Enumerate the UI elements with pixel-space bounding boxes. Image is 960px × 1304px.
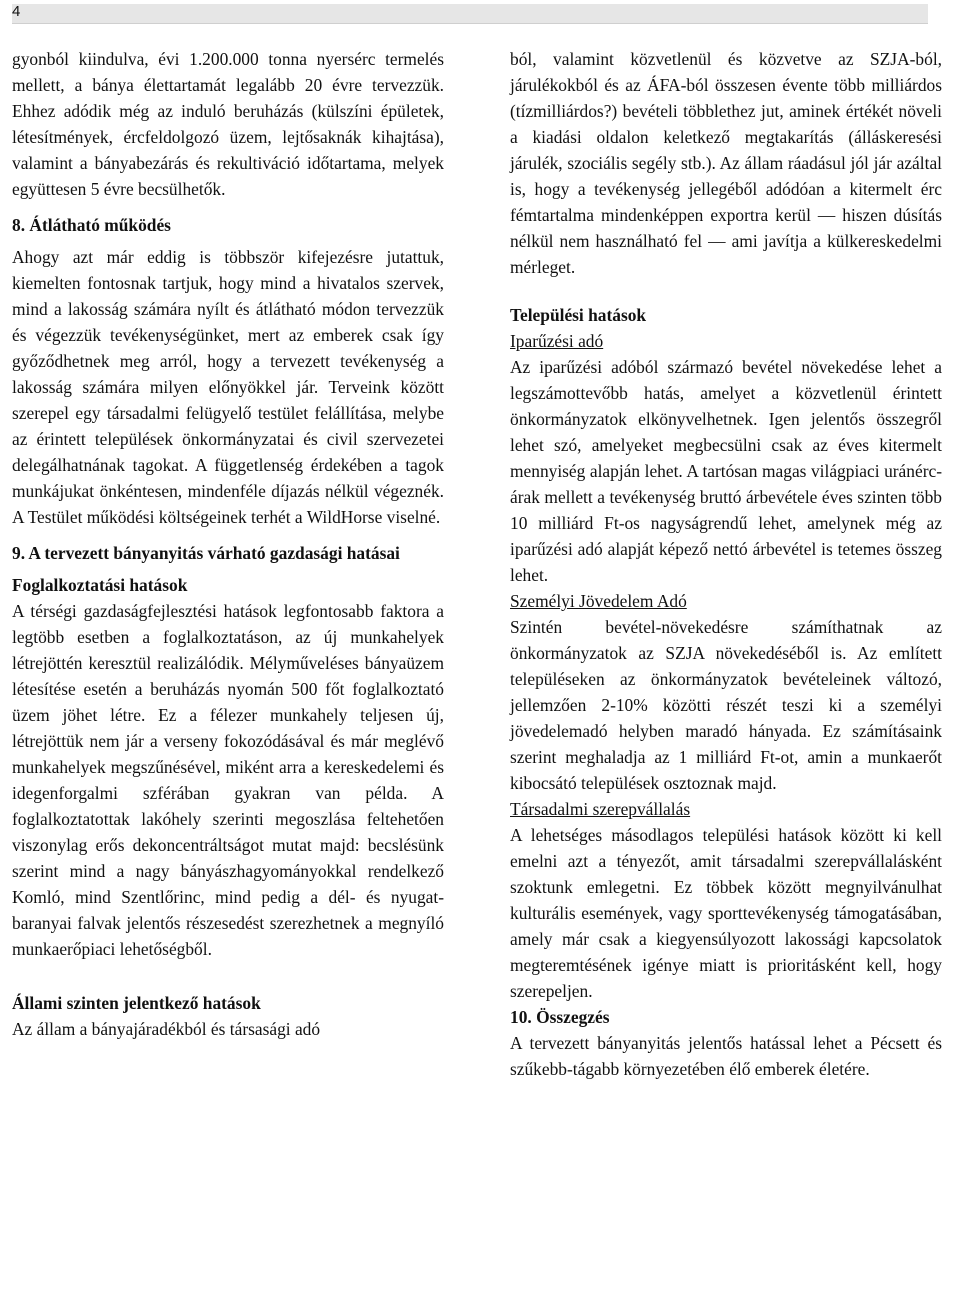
section-10-paragraph: A tervezett bányanyitás jelentős hatással lehet a Pécsett és szűkebb-tágabb környezetében élő emberek életére. [510, 1033, 942, 1079]
state-level-paragraph-continued: ból, valamint közvetlenül és közvetve az SZJA-ból, járulékokból és az ÁFA-ból összesen évente több milliárdos (tízmilliárdos?) bevételi többlethez jut, aminek értékét növeli a kiadási oldalon keletkező megtakarítás (álláskeresési járulék, szociális segély stb.). Az állam ráadásul jól jár azáltal is, hogy a tevékenység jellegéből adódóan a kitermelt érc fémtartalma mindenképpen exportra kerül — hiszen dúsítás nélkül nem használható fel — ami javítja a külkereskedelmi mérleget. [510, 49, 942, 277]
income-tax-paragraph: Szintén bevétel-növekedésre számíthatnak az önkormányzatok az SZJA növekedéséből is. Az említett településeken az önkormányzatok bevételeinek változó, jellemzően 2-10% közötti részét teszi ki a személyi jövedelemadó helyben maradó hányada. Ez számításaink szerint meghaladja az 1 milliárd Ft-ot, amin a munkaerőt kibocsátó települések osztoznak majd. [510, 617, 942, 793]
intro-paragraph: gyonból kiindulva, évi 1.200.000 tonna nyersérc termelés mellett, a bánya élettartamát legalább 20 évre tervezzük. Ehhez adódik még az induló beruházás (külszíni épületek, létesítmények, ércfeldolgozó üzem, lejtősaknák kihajtása), valamint a bányabezárás és rekultiváció időtartama, melyek együttesen 5 évre becsülhetők. [12, 49, 444, 199]
business-tax-subheading: Iparűzési adó [510, 331, 604, 351]
state-level-paragraph-start: Az állam a bányajáradékból és társasági adó [12, 1019, 321, 1039]
section-10-heading: 10. Összegzés [510, 1007, 610, 1027]
employment-paragraph: A térségi gazdaságfejlesztési hatások legfontosabb faktora a legtöbb esetben a foglalkoztatáson, az új munkahelyek létrejöttén keresztül realizálódik. Mélyműveléses bányaüzem létesítése esetén a beruházás nyomán 500 főt foglalkoztató üzem jöhet létre. Ez a félezer munkahely teljesen új, létrejöttük nem jár a verseny fokozódásával és már meglévő munkahelyek megszűnésével, miként arra a kereskedelemi és idegenforgalmi szférában gyakran van példa. A foglalkoztatottak lakóhely szerinti megoszlása feltehetően viszonylag erős dekoncentráltságot mutat majd: becslésünk szerint mind a nagy bányászhagyományokkal rendelkező Komló, mind Szentlőrinc, mind pedig a dél- és nyugatbaranyai falvak jelentős részesedést szerezhetnek a megnyíló munkaerőpiaci lehetőségből. [12, 601, 444, 959]
business-tax-paragraph: Az iparűzési adóból származó bevétel növekedése lehet a legszámottevőbb hatás, amelyet a közvetlenül érintett önkormányzatok elkönyvelhetnek. Igen jelentős összegről lehet szó, amelyeket megbecsülni csak az éves kitermelt mennyiség alapján lehet. A tartósan magas világpiaci uránérc-árak mellett a tevékenység bruttó árbevétele éves szinten több 10 milliárd Ft-os nagyságrendű lehet, amelynek még az iparűzési adó alapját képező nettó árbevétel is tetemes összeg lehet. [510, 357, 942, 585]
right-column [510, 46, 942, 1082]
left-column [12, 46, 444, 1042]
state-level-heading: Állami szinten jelentkező hatások [12, 993, 261, 1013]
section-8-paragraph: Ahogy azt már eddig is többször kifejezésre jutattuk, kiemelten fontosnak tartjuk, hogy mind a hivatalos szervek, mind a lakosság számára nyílt és átlátható módon tervezzük és végezzük tevékenységünket, mert az emberek csak így győződhetnek meg arról, hogy a tervezett tevékenység a lakosság számára milyen előnyökkel jár. Terveink között szerepel egy társadalmi felügyelő testület felállítása, melybe az érintett települések önkormányzatai és civil szervezetei delegálhatnának tagokat. A függetlenség érdekében a tagok munkájukat önkéntesen, mindenféle díjazás nélkül végeznék. A Testület működési költségeinek terhét a WildHorse viselné. [12, 247, 444, 527]
section-9-heading: 9. A tervezett bányanyitás várható gazdasági hatásai [12, 543, 400, 563]
section-8-heading: 8. Átlátható működés [12, 215, 171, 235]
page-header-bar [12, 4, 928, 24]
social-responsibility-subheading: Társadalmi szerepvállalás [510, 799, 691, 819]
local-effects-heading: Települési hatások [510, 305, 647, 325]
social-responsibility-paragraph: A lehetséges másodlagos települési hatások között ki kell emelni azt a tényezőt, amit társadalmi szerepvállalásként szoktunk emlegetni. Ez többek között megnyilvánulhat kulturális események, vagy sporttevékenység támogatásában, amely már csak a kiegyensúlyozott lakossági kapcsolatok megteremtésének igénye miatt is prioritásként kell, hogy szerepeljen. [510, 825, 942, 1001]
page-number: 4 [12, 3, 21, 20]
income-tax-subheading: Személyi Jövedelem Adó [510, 591, 687, 611]
employment-heading: Foglalkoztatási hatások [12, 575, 188, 595]
